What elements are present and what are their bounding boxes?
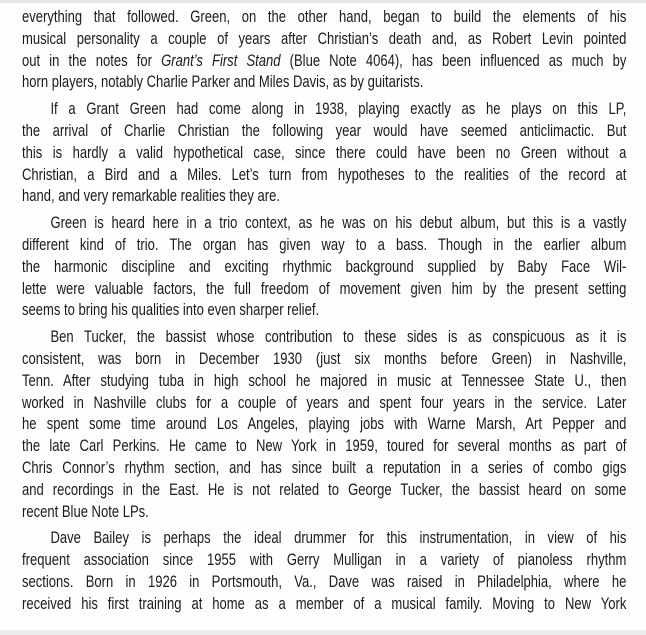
text-line: everything that followed. Green, on the other hand, began to build the elements of his [22,8,627,26]
paragraph [22,327,626,523]
text-line: Green is heard here in a trio context, as he was on his debut album, but this is a vastly [50,214,627,233]
text-line: consistent, was born in December 1930 (just six months before Green) in Nashville, [22,349,627,368]
body-text [22,7,626,621]
album-title: Grant’s First Stand [161,51,281,70]
text-line: Ben Tucker, the bassist whose contribution to these sides is as conspicuous as it is [50,328,627,347]
text-line: recent Blue Note LPs. [22,502,149,521]
text-line: Tenn. After studying tuba in high school he majored in music at Tennessee State U., then [22,371,627,390]
text-line: Christian, a Bird and a Miles. Let’s turn from hypotheses to the realities of the record at [22,165,627,184]
paragraph [22,7,626,94]
text-line: hand, and very remarkable realities they are. [22,187,280,206]
text-line [22,51,626,73]
text-line: the harmonic discipline and exciting rhythmic background supplied by Baby Face Wil- [22,257,627,276]
scan-edge-bottom [0,630,646,635]
text-line: musical personality a couple of years after Christian’s death and, as Robert Levin pointed [22,29,627,48]
text-line: Dave Bailey is perhaps the ideal drummer for this instrumentation, in view of his [50,529,627,548]
text-line: Chris Connor’s rhythm section, and has since built a reputation in a series of combo gigs [22,458,627,477]
paragraph [22,213,626,322]
text-line: If a Grant Green had come along in 1938, playing exactly as he plays on this LP, [50,100,627,119]
text-segment: (Blue Note 4064), has been influenced as much by [280,51,627,70]
text-line: worked in Nashville clubs for a couple of years and spent four years in the service. Later [22,393,627,412]
text-line: different kind of trio. The organ has given way to a bass. Though in the earlier album [22,235,627,254]
paragraph [22,528,626,615]
text-line: received his first training at home as a member of a musical family. Moving to New York [22,594,627,613]
text-line: lette were valuable factors, the full freedom of movement given him by the present setting [22,279,627,298]
paragraph [22,99,626,208]
text-line: the late Carl Perkins. He came to New York in 1959, toured for several months as part of [22,437,627,456]
text-line: sections. Born in 1926 in Portsmouth, Va., Dave was raised in Philadelphia, where he [22,572,627,591]
text-line: this is hardly a valid hypothetical case, since there could have been no Green without a [22,143,627,162]
text-line: and recordings in the East. He is not related to George Tucker, the bassist heard on some [22,480,627,499]
text-line: seems to bring his qualities into even sharper relief. [22,301,320,320]
text-segment: out in the notes for [22,51,162,70]
text-line: frequent association since 1955 with Gerry Mulligan in a variety of pianoless rhythm [22,551,627,570]
text-line: the arrival of Charlie Christian the following year would have seemed anticlimactic. But [22,121,627,140]
text-line: he spent some time around Los Angeles, playing jobs with Warne Marsh, Art Pepper and [22,415,627,434]
text-line: horn players, notably Charlie Parker and Miles Davis, as by guitarists. [22,73,424,92]
scan-edge-top [0,0,646,3]
